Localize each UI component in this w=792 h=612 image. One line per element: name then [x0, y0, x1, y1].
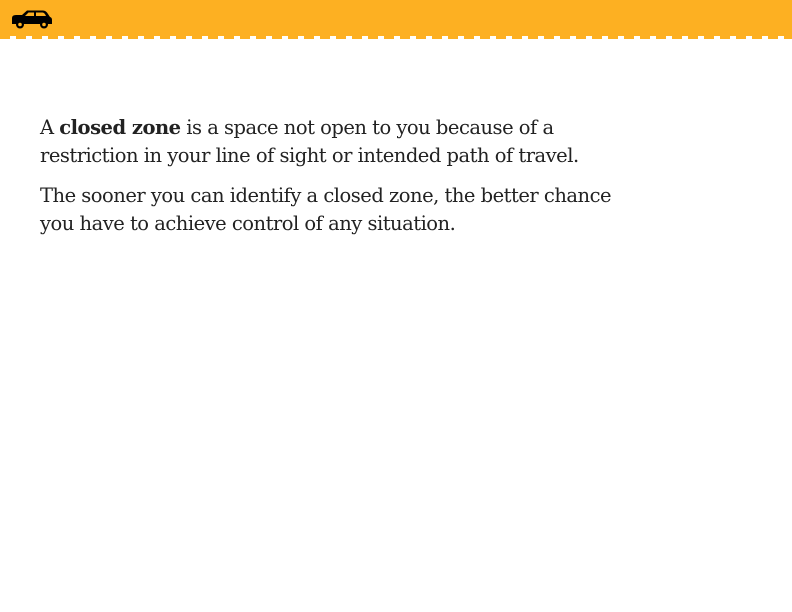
definition-line2: restriction in your line of sight or intended path of travel. [40, 144, 579, 167]
advice-line2: you have to achieve control of any situation. [40, 212, 456, 235]
closed-zone-term: closed zone [59, 116, 181, 139]
top-banner [0, 0, 792, 36]
car-icon [10, 9, 54, 29]
slide-content [40, 114, 640, 250]
advice-line1: The sooner you can identify a closed zone, the better chance [40, 184, 612, 207]
closed-zone-definition [40, 114, 640, 170]
closed-zone-advice [40, 182, 640, 238]
definition-line1-rest: is a space not open to you because of a [180, 116, 554, 139]
definition-prefix: A [40, 116, 60, 139]
banner-dashed-border [0, 34, 792, 40]
